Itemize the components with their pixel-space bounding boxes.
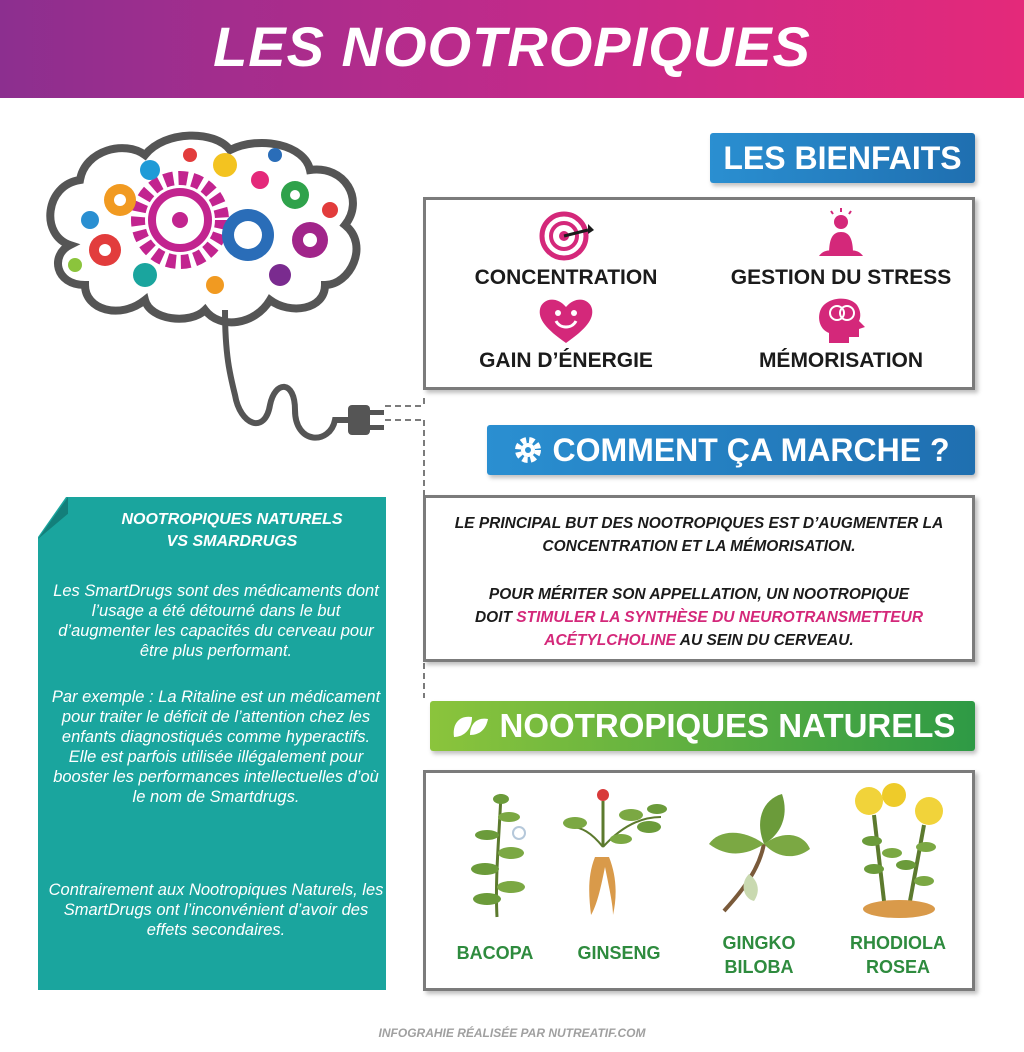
how-highlight: ACÉTYLCHOLINE bbox=[544, 632, 677, 649]
sidebar-paragraph-1: Les SmartDrugs sont des médicaments dont l’usage a été détourné dans le but d’augmenter les capacités du cerveau pour être plus performant. bbox=[53, 582, 379, 660]
how-line bbox=[436, 606, 962, 629]
benefit-label: GAIN D’ÉNERGIE bbox=[479, 349, 653, 372]
leaves-icon bbox=[450, 711, 490, 741]
how-line bbox=[436, 629, 962, 652]
how-paragraph-1 bbox=[436, 512, 962, 558]
how-title: COMMENT ÇA MARCHE ? bbox=[552, 431, 950, 468]
gear-icon bbox=[513, 435, 543, 465]
how-paragraph-2 bbox=[436, 583, 962, 652]
plant-label-line: BACOPA bbox=[456, 943, 534, 963]
sidebar-title-line: NOOTROPIQUES NATURELS bbox=[121, 511, 343, 528]
benefits-header bbox=[710, 133, 975, 183]
ginseng-plant-image bbox=[561, 787, 671, 922]
benefits-title: LES BIENFAITS bbox=[723, 139, 962, 176]
how-text-fragment: AU SEIN DU CERVEAU. bbox=[676, 632, 854, 649]
plant-label-line: BILOBA bbox=[724, 957, 794, 977]
plant-label-line: GINSENG bbox=[577, 943, 661, 963]
sidebar-paragraph-2: Par exemple : La Ritaline est un médicament pour traiter le déficit de l’attention chez les enfants diagnostiqués comme hyperactifs. Elle est parfois utilisée illégalement pour booster les performances intellectuelles d’où le nom de Smartdrugs. bbox=[51, 688, 381, 806]
plant-label-ginseng bbox=[564, 941, 674, 965]
benefit-energy bbox=[436, 295, 696, 373]
sidebar-title bbox=[62, 509, 402, 553]
brain-gears-illustration bbox=[30, 125, 430, 465]
plant-label-line: ROSEA bbox=[865, 957, 930, 977]
sidebar-paragraph-3: Contrairement aux Nootropiques Naturels, les SmartDrugs ont l’inconvénient d’avoir des effets secondaires. bbox=[48, 881, 384, 939]
how-line: CONCENTRATION ET LA MÉMORISATION. bbox=[542, 538, 856, 555]
benefit-memory bbox=[711, 295, 971, 373]
benefits-panel bbox=[423, 197, 975, 390]
plant-label-line: GINGKO bbox=[722, 933, 796, 953]
page-title: LES NOOTROPIQUES bbox=[213, 15, 811, 78]
plant-label-line: RHODIOLA bbox=[850, 933, 946, 953]
how-line: LE PRINCIPAL BUT DES NOOTROPIQUES EST D’AUGMENTER LA bbox=[454, 515, 944, 532]
how-header bbox=[487, 425, 975, 475]
rhodiola-plant-image bbox=[844, 781, 954, 921]
bacopa-plant-image bbox=[461, 789, 531, 919]
how-panel bbox=[423, 495, 975, 662]
plant-label-gingko bbox=[704, 931, 814, 979]
head-brain-icon bbox=[811, 295, 871, 345]
footer-credit: INFOGRAHIE RÉALISÉE PAR NUTREATIF.COM bbox=[378, 1026, 646, 1040]
how-highlight: STIMULER LA SYNTHÈSE DU NEUROTRANSMETTEUR bbox=[516, 609, 924, 626]
plant-label-rhodiola bbox=[838, 931, 958, 979]
meditation-icon bbox=[811, 208, 871, 262]
gingko-plant-image bbox=[704, 789, 814, 919]
smiling-heart-icon bbox=[536, 295, 596, 345]
target-icon bbox=[536, 208, 596, 262]
benefit-label: MÉMORISATION bbox=[758, 349, 924, 372]
natural-title: NOOTROPIQUES NATURELS bbox=[499, 707, 956, 744]
benefit-concentration bbox=[436, 208, 696, 290]
plant-label-bacopa bbox=[440, 941, 550, 965]
how-line: POUR MÉRITER SON APPELLATION, UN NOOTROPIQUE bbox=[488, 586, 910, 603]
benefit-label: CONCENTRATION bbox=[474, 266, 658, 289]
benefit-stress bbox=[711, 208, 971, 290]
natural-header bbox=[430, 701, 975, 751]
natural-panel bbox=[423, 770, 975, 991]
benefit-label: GESTION DU STRESS bbox=[730, 266, 952, 289]
how-text-fragment: DOIT bbox=[474, 609, 517, 626]
sidebar-title-line: VS SMARDRUGS bbox=[166, 533, 298, 550]
